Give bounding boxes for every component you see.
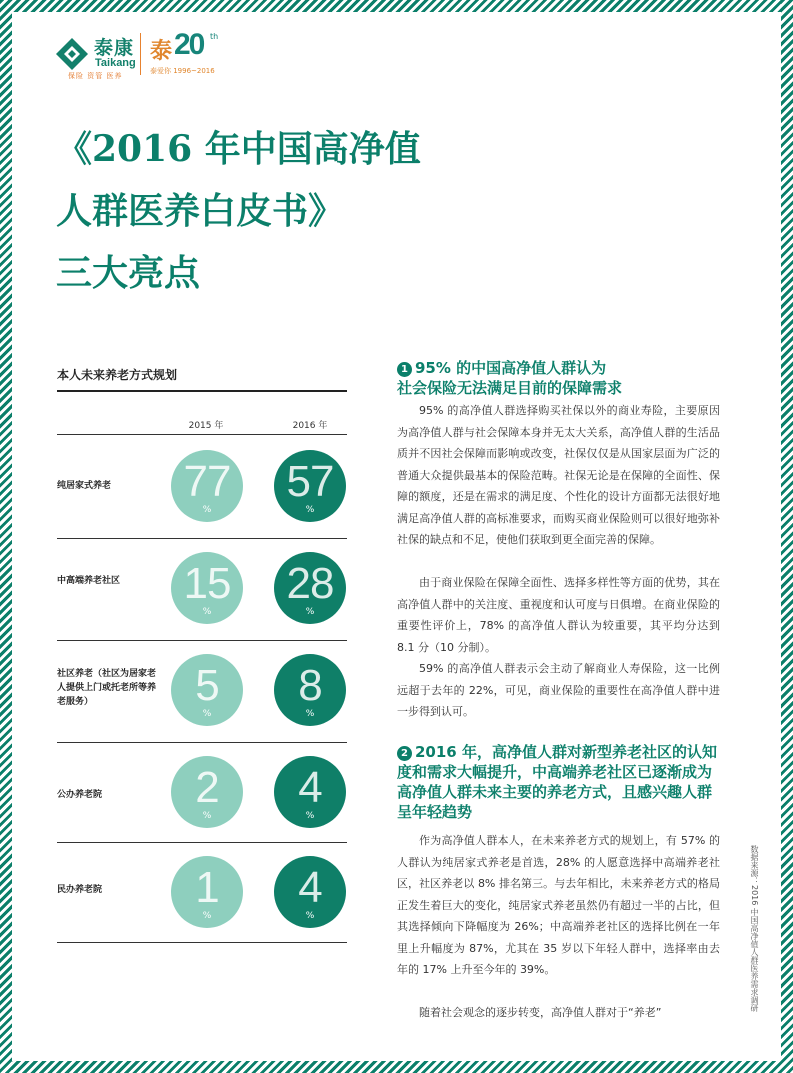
- section-1-heading-line-1: 95% 的中国高净值人群认为: [415, 359, 607, 377]
- value-2015: 1: [195, 863, 219, 912]
- section-2-paragraph-1: 作为高净值人群本人，在未来养老方式的规划上，有 57% 的人群认为纯居家式养老是首选，28% 的人愿意选择中高端养老社区，社区养老以 8% 排名第三。与去年相比，未来养老方式的格局正发生着巨大的变化，纯居家式养老虽然仍有超过一半的占比，但其选择倾向下降幅度为 26%；中高端养老社区的选择比例在一年里上升幅度为 87%，尤其在 35 岁以下年轻人群中，选择率由去年的 17% 上升至今年的 39%。: [397, 834, 720, 976]
- title-line-3: 三大亮点: [56, 252, 201, 294]
- section-2-heading-text: 2016 年，高净值人群对新型养老社区的认知度和需求大幅提升，中高端养老社区已逐渐成为高净值人群未来主要的养老方式，且感兴趣人群呈年轻趋势: [397, 743, 717, 821]
- row-divider: [57, 842, 347, 843]
- column-header-2016: 2016 年: [292, 421, 328, 431]
- percent-sign: %: [202, 607, 212, 617]
- percent-sign: %: [202, 709, 212, 719]
- section-2-paragraph-2: 随着社会观念的逐步转变，高净值人群对于“养老”: [419, 1006, 662, 1019]
- logo-brand-en: Taikang: [95, 57, 136, 69]
- percent-sign: %: [305, 911, 315, 921]
- value-2016: 28: [286, 559, 334, 608]
- table-header-rule: [57, 390, 347, 392]
- bubble-2016-premium-community: [274, 552, 346, 624]
- anniversary-subtitle: 泰爱你 1996~2016: [150, 67, 215, 75]
- bubble-2016-public-nursing-home: [274, 756, 346, 828]
- anniversary-suffix: th: [210, 32, 219, 41]
- title-line-1: 《2016 年中国高净值: [56, 128, 421, 170]
- section-1-paragraph-1: 95% 的高净值人群选择购买社保以外的商业寿险，主要原因为高净值人群与社会保障本身并无太大关系，高净值人群的生活品质并不因社会保障而影响或改变，社保仅仅是从国家层面为广泛的普通大众提供最基本的保险范畴。社保无论是在保障的全面性、保障的额度，还是在需求的满足度、个性化的设计方面都无法很好地满足高净值人群的高标准要求，而购买商业保险则可以很好地弥补社保的缺点和不足，使他们获取到更全面完善的保障。: [397, 404, 720, 546]
- value-2016: 4: [298, 763, 322, 812]
- page-title: [56, 118, 421, 304]
- percent-sign: %: [202, 505, 212, 515]
- section-1-paragraph-2: 由于商业保险在保障全面性、选择多样性等方面的优势，其在高净值人群中的关注度、重视度和认可度与日俱增。在商业保险的重要性评价上，78% 的高净值人群认为较重要，其平均分达到 8.1 分（10 分制）。: [397, 576, 720, 654]
- bubble-2016-home-care: [274, 450, 346, 522]
- section-1-paragraph-3: 59% 的高净值人群表示会主动了解商业人寿保险，这一比例远超于去年的 22%，可见，商业保险的重要性在高净值人群中进一步得到认可。: [397, 662, 720, 718]
- value-2015: 2: [195, 763, 219, 812]
- row-divider: [57, 538, 347, 539]
- taikang-diamond-icon: [54, 36, 90, 72]
- bubble-2015-public-nursing-home: [171, 756, 243, 828]
- value-2016: 57: [286, 457, 334, 506]
- decorative-border-top: [0, 0, 793, 12]
- value-2015: 77: [183, 457, 231, 506]
- row-label-community-care: 社区养老（社区为居家老人提供上门或托老所等养老服务）: [57, 669, 157, 707]
- section-1-number-badge: 1: [397, 362, 412, 377]
- row-label-premium-community: 中高端养老社区: [57, 576, 121, 586]
- bubble-2016-community-care: [274, 654, 346, 726]
- row-divider: [57, 640, 347, 641]
- anniversary-char: 泰: [150, 38, 173, 64]
- anniversary-logo: [150, 30, 230, 80]
- column-header-2015: 2015 年: [188, 421, 224, 431]
- section-1-heading-line-2: 社会保险无法满足目前的保障需求: [397, 379, 623, 397]
- anniversary-number: 20: [174, 28, 204, 61]
- percent-sign: %: [202, 811, 212, 821]
- value-2015: 15: [183, 559, 231, 608]
- row-divider: [57, 434, 347, 435]
- title-line-2: 人群医养白皮书》: [56, 190, 345, 232]
- logo-divider: [140, 33, 141, 75]
- value-2016: 4: [298, 863, 322, 912]
- logo-tagline: 保险 资管 医养: [68, 72, 123, 80]
- row-label-public-nursing-home: 公办养老院: [57, 790, 103, 800]
- row-label-private-nursing-home: 民办养老院: [57, 885, 103, 895]
- bubble-2015-private-nursing-home: [171, 856, 243, 928]
- section-2-number-badge: 2: [397, 746, 412, 761]
- value-2015: 5: [195, 661, 219, 710]
- bubble-2015-home-care: [171, 450, 243, 522]
- percent-sign: %: [202, 911, 212, 921]
- value-2016: 8: [298, 661, 322, 710]
- percent-sign: %: [305, 607, 315, 617]
- bubble-2015-premium-community: [171, 552, 243, 624]
- logo-brand-cn: 泰康: [94, 37, 135, 59]
- decorative-border-right: [781, 0, 793, 1073]
- row-label-home-care: 纯居家式养老: [57, 481, 112, 491]
- percent-sign: %: [305, 811, 315, 821]
- table-title: 本人未来养老方式规划: [57, 368, 178, 382]
- decorative-border-bottom: [0, 1061, 793, 1073]
- row-divider: [57, 742, 347, 743]
- decorative-border-left: [0, 0, 12, 1073]
- percent-sign: %: [305, 505, 315, 515]
- percent-sign: %: [305, 709, 315, 719]
- data-source-note: 数据来源：2016 中国高净值人群医养需求调研: [750, 845, 759, 1012]
- section-1-heading: [397, 358, 727, 398]
- row-divider: [57, 942, 347, 943]
- section-2-heading: [397, 742, 719, 822]
- bubble-2015-community-care: [171, 654, 243, 726]
- bubble-2016-private-nursing-home: [274, 856, 346, 928]
